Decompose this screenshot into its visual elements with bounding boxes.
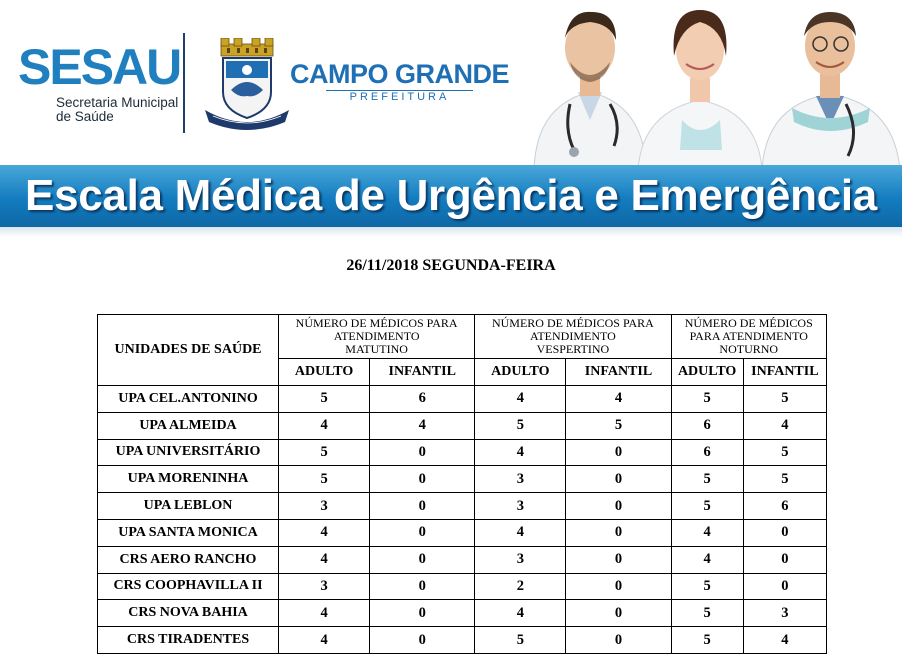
unit-name-cell: UPA LEBLON xyxy=(98,493,279,520)
table-row xyxy=(98,600,827,627)
doctor-left-figure xyxy=(534,12,646,170)
doctor-count-cell: 0 xyxy=(370,627,475,654)
doctor-count-cell: 5 xyxy=(475,627,566,654)
doctor-count-cell: 4 xyxy=(475,439,566,466)
doctor-right-figure xyxy=(762,12,900,170)
doctor-count-cell: 5 xyxy=(279,466,370,493)
doctor-count-cell: 0 xyxy=(566,493,671,520)
unit-name-cell: CRS AERO RANCHO xyxy=(98,546,279,573)
doctor-count-cell: 5 xyxy=(743,386,826,413)
doctor-count-cell: 5 xyxy=(671,466,743,493)
campo-grande-title: CAMPO GRANDE xyxy=(290,59,510,89)
group-header-night xyxy=(671,315,826,359)
group-header-line: MATUTINO xyxy=(345,342,408,356)
sesau-subtitle-line2: de Saúde xyxy=(56,109,114,124)
doctor-count-cell: 5 xyxy=(671,493,743,520)
unit-name-cell: UPA CEL.ANTONINO xyxy=(98,386,279,413)
table-row xyxy=(98,466,827,493)
group-header-line: ATENDIMENTO xyxy=(333,329,420,343)
subheader-adult: ADULTO xyxy=(279,359,370,386)
doctor-count-cell: 3 xyxy=(279,573,370,600)
doctor-count-cell: 4 xyxy=(475,519,566,546)
table-row xyxy=(98,386,827,413)
group-header-line: PARA ATENDIMENTO xyxy=(689,329,808,343)
group-header-line: NOTURNO xyxy=(719,342,779,356)
doctor-count-cell: 5 xyxy=(743,439,826,466)
doctor-center-figure xyxy=(638,10,762,170)
subheader-adult: ADULTO xyxy=(475,359,566,386)
table-row xyxy=(98,546,827,573)
doctor-count-cell: 6 xyxy=(370,386,475,413)
doctor-count-cell: 0 xyxy=(370,519,475,546)
doctor-count-cell: 4 xyxy=(743,412,826,439)
unit-name-cell: CRS COOPHAVILLA II xyxy=(98,573,279,600)
doctor-count-cell: 5 xyxy=(671,627,743,654)
doctor-count-cell: 0 xyxy=(566,546,671,573)
doctor-count-cell: 3 xyxy=(475,493,566,520)
doctor-count-cell: 3 xyxy=(743,600,826,627)
doctor-count-cell: 4 xyxy=(279,627,370,654)
doctor-count-cell: 0 xyxy=(566,466,671,493)
unit-name-cell: UPA ALMEIDA xyxy=(98,412,279,439)
table-row xyxy=(98,439,827,466)
doctor-count-cell: 0 xyxy=(566,627,671,654)
group-header-line: NÚMERO DE MÉDICOS xyxy=(684,316,813,330)
doctor-count-cell: 0 xyxy=(743,519,826,546)
subheader-child: INFANTIL xyxy=(566,359,671,386)
doctor-count-cell: 4 xyxy=(279,600,370,627)
logo-divider xyxy=(183,33,185,133)
doctor-count-cell: 5 xyxy=(279,439,370,466)
doctor-count-cell: 2 xyxy=(475,573,566,600)
doctor-count-cell: 0 xyxy=(566,573,671,600)
doctor-count-cell: 0 xyxy=(566,600,671,627)
sesau-logo xyxy=(18,39,181,124)
table-row xyxy=(98,627,827,654)
doctor-count-cell: 0 xyxy=(370,600,475,627)
schedule-table xyxy=(97,314,827,654)
table-row xyxy=(98,493,827,520)
doctor-count-cell: 0 xyxy=(370,439,475,466)
group-header-line: ATENDIMENTO xyxy=(530,329,616,343)
schedule-date: 26/11/2018 SEGUNDA-FEIRA xyxy=(346,257,556,274)
doctor-count-cell: 4 xyxy=(475,600,566,627)
doctor-count-cell: 0 xyxy=(743,546,826,573)
doctor-count-cell: 4 xyxy=(475,386,566,413)
group-header-line: NÚMERO DE MÉDICOS PARA xyxy=(295,316,458,330)
doctor-count-cell: 4 xyxy=(279,412,370,439)
doctor-count-cell: 6 xyxy=(671,412,743,439)
doctor-count-cell: 5 xyxy=(671,600,743,627)
subheader-child: INFANTIL xyxy=(743,359,826,386)
sesau-logo-text: SESAU xyxy=(18,39,181,95)
sesau-subtitle xyxy=(56,96,178,124)
doctor-count-cell: 4 xyxy=(279,546,370,573)
doctor-count-cell: 6 xyxy=(671,439,743,466)
doctor-count-cell: 3 xyxy=(279,493,370,520)
banner-title: Escala Médica de Urgência e Emergência xyxy=(25,171,877,220)
unit-name-cell: UPA SANTA MONICA xyxy=(98,519,279,546)
unit-name-cell: CRS TIRADENTES xyxy=(98,627,279,654)
doctor-count-cell: 5 xyxy=(671,386,743,413)
doctor-count-cell: 3 xyxy=(475,546,566,573)
table-row xyxy=(98,573,827,600)
doctor-count-cell: 0 xyxy=(743,573,826,600)
campo-grande-subtitle: PREFEITURA xyxy=(326,90,473,103)
unit-name-cell: CRS NOVA BAHIA xyxy=(98,600,279,627)
group-header-morning xyxy=(279,315,475,359)
group-header-line: VESPERTINO xyxy=(536,342,610,356)
table-row xyxy=(98,412,827,439)
doctor-count-cell: 4 xyxy=(566,386,671,413)
doctor-count-cell: 0 xyxy=(370,466,475,493)
title-banner xyxy=(0,165,902,227)
doctor-count-cell: 0 xyxy=(370,546,475,573)
doctor-count-cell: 5 xyxy=(279,386,370,413)
unit-name-cell: UPA MORENINHA xyxy=(98,466,279,493)
doctor-count-cell: 5 xyxy=(743,466,826,493)
group-header-afternoon xyxy=(475,315,671,359)
doctor-count-cell: 0 xyxy=(370,493,475,520)
doctor-count-cell: 0 xyxy=(566,519,671,546)
campo-grande-logo xyxy=(290,60,509,103)
doctor-count-cell: 4 xyxy=(370,412,475,439)
group-header-line: NÚMERO DE MÉDICOS PARA xyxy=(491,316,654,330)
table-row xyxy=(98,519,827,546)
sesau-subtitle-line1: Secretaria Municipal xyxy=(56,95,179,110)
subheader-adult: ADULTO xyxy=(671,359,743,386)
doctor-count-cell: 0 xyxy=(370,573,475,600)
unit-column-header: UNIDADES DE SAÚDE xyxy=(98,315,279,386)
subheader-child: INFANTIL xyxy=(370,359,475,386)
doctor-count-cell: 5 xyxy=(475,412,566,439)
doctor-count-cell: 5 xyxy=(566,412,671,439)
banner-shadow xyxy=(0,227,902,237)
doctors-photo xyxy=(530,0,902,170)
doctor-count-cell: 4 xyxy=(743,627,826,654)
doctor-count-cell: 3 xyxy=(475,466,566,493)
city-crest-icon xyxy=(203,38,291,130)
doctor-count-cell: 4 xyxy=(671,519,743,546)
doctor-count-cell: 4 xyxy=(671,546,743,573)
doctor-count-cell: 5 xyxy=(671,573,743,600)
doctor-count-cell: 0 xyxy=(566,439,671,466)
doctor-count-cell: 4 xyxy=(279,519,370,546)
unit-name-cell: UPA UNIVERSITÁRIO xyxy=(98,439,279,466)
doctor-count-cell: 6 xyxy=(743,493,826,520)
table-group-header-row xyxy=(98,315,827,359)
